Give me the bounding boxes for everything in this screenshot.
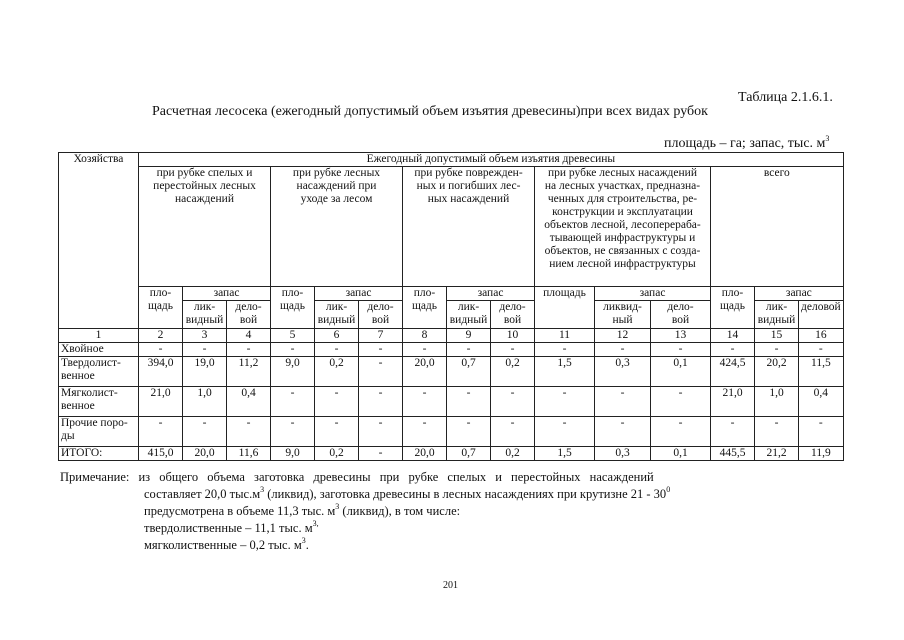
table-cell: 1,0 [755,387,799,417]
table-cell: 1,5 [535,447,595,461]
column-number: 1 [59,329,139,343]
table-cell: - [403,417,447,447]
table-row [59,343,844,357]
row-label: Мягколист- венное [59,387,139,417]
table-cell: 11,6 [227,447,271,461]
table-cell: 9,0 [271,447,315,461]
subheader-business: деловой [799,301,844,329]
table-cell: 20,0 [183,447,227,461]
table-cell: - [799,417,844,447]
table-cell: 20,0 [403,447,447,461]
note-text: (ликвид), в том числе: [339,504,461,518]
note-superscript: 3 [301,536,306,545]
table-cell: 445,5 [711,447,755,461]
table-cell: - [447,417,491,447]
table-cell: 0,2 [315,357,359,387]
table-cell: - [403,387,447,417]
subheader-business: дело- вой [359,301,403,329]
row-label: Твердолист- венное [59,357,139,387]
table-cell: 1,5 [535,357,595,387]
table-cell: - [799,343,844,357]
table-cell: 415,0 [139,447,183,461]
table-cell: - [315,343,359,357]
table-cell: 0,2 [491,357,535,387]
table-cell: - [359,357,403,387]
table-cell: 0,1 [651,447,711,461]
table-cell: - [139,417,183,447]
table-cell: 9,0 [271,357,315,387]
column-number: 7 [359,329,403,343]
note-superscript: 3 [260,485,265,494]
table-cell: - [651,387,711,417]
row-label: Хвойное [59,343,139,357]
table-cell: 11,9 [799,447,844,461]
subheader-stock: запас [183,287,271,301]
table-cell: - [183,343,227,357]
note-text: составляет 20,0 тыс.м [144,487,261,501]
subheader-area: пло- щадь [139,287,183,329]
table-cell: 0,3 [595,447,651,461]
column-number: 13 [651,329,711,343]
column-number: 10 [491,329,535,343]
column-number: 5 [271,329,315,343]
units-text: площадь – га; запас, тыс. м [664,136,826,151]
subheader-stock: запас [447,287,535,301]
column-number: 11 [535,329,595,343]
subheader-business: дело- вой [491,301,535,329]
column-number: 4 [227,329,271,343]
column-number: 8 [403,329,447,343]
table-cell: - [227,343,271,357]
table-cell: 21,0 [711,387,755,417]
subheader-liquid: лик- видный [447,301,491,329]
subheader-area: площадь [535,287,595,329]
row-label: ИТОГО: [59,447,139,461]
table-cell: 394,0 [139,357,183,387]
table-cell: - [651,417,711,447]
subheader-liquid: ликвид- ный [595,301,651,329]
subheader-liquid: лик- видный [315,301,359,329]
table-cell: - [595,343,651,357]
table-cell: 0,2 [315,447,359,461]
note-text: (ликвид), заготовка древесины в лесных насаждениях при крутизне 21 - 30 [264,487,667,501]
table-cell: 20,2 [755,357,799,387]
table-cell: 11,5 [799,357,844,387]
note-text: твердолиственные – 11,1 тыс. м [144,521,313,535]
table-cell: - [595,417,651,447]
table-cell: 0,7 [447,447,491,461]
table-row [59,417,844,447]
table-cell: - [403,343,447,357]
column-number: 6 [315,329,359,343]
group-total: всего [711,167,844,287]
table-cell: - [595,387,651,417]
column-number: 3 [183,329,227,343]
table-cell: 0,4 [227,387,271,417]
table-cell: - [535,417,595,447]
table-cell: 21,0 [139,387,183,417]
table-cell: - [315,387,359,417]
group-mature-overmature: при рубке спелых и перестойных лесных насаждений [139,167,271,287]
note-text: предусмотрена в объеме 11,3 тыс. м [144,504,336,518]
table-row [59,357,844,387]
subheader-area: пло- щадь [271,287,315,329]
group-damaged-dead: при рубке поврежден- ных и погибших лес- ных насаждений [403,167,535,287]
subheader-area: пло- щадь [403,287,447,329]
table-cell: - [651,343,711,357]
table-cell: - [447,387,491,417]
table-cell: - [227,417,271,447]
subheader-stock: запас [755,287,844,301]
table-cell: 0,4 [799,387,844,417]
table-cell: 20,0 [403,357,447,387]
table-cell: - [359,417,403,447]
table-cell: - [447,343,491,357]
header-farms: Хозяйства [59,153,139,329]
column-number-row [59,329,844,343]
note-superscript: 0 [666,485,671,494]
note-line [144,538,309,553]
table-cell: - [271,417,315,447]
note-line [144,521,319,536]
subheader-stock: запас [595,287,711,301]
table-cell: - [535,387,595,417]
table-cell: - [491,417,535,447]
table-cell: 0,1 [651,357,711,387]
subheader-area: пло- щадь [711,287,755,329]
table-body [59,343,844,461]
header-annual-volume: Ежегодный допустимый объем изъятия древесины [139,153,844,167]
column-number: 9 [447,329,491,343]
table-title: Расчетная лесосека (ежегодный допустимый объем изъятия древесины)при всех видах рубок [152,104,708,119]
note-superscript: 3, [312,519,319,528]
group-thinning: при рубке лесных насаждений при уходе за лесом [271,167,403,287]
table-cell: - [755,417,799,447]
table-cell: - [359,447,403,461]
table-cell: - [271,387,315,417]
table-cell: - [491,343,535,357]
table-cell: - [491,387,535,417]
allowable-cut-table [58,152,844,461]
row-label: Прочие поро- ды [59,417,139,447]
page-number: 201 [443,580,458,591]
table-cell: - [755,343,799,357]
table-cell: - [535,343,595,357]
table-cell: 0,2 [491,447,535,461]
table-cell: - [315,417,359,447]
column-number: 15 [755,329,799,343]
subheader-stock: запас [315,287,403,301]
table-row [59,447,844,461]
note-superscript: 3 [335,502,340,511]
table-cell: 424,5 [711,357,755,387]
subheader-business: дело- вой [651,301,711,329]
note-line [144,504,460,519]
table-cell: - [711,343,755,357]
table-cell: 19,0 [183,357,227,387]
table-cell: - [359,343,403,357]
table-cell: 21,2 [755,447,799,461]
table-cell: - [711,417,755,447]
table-row [59,387,844,417]
subheader-business: дело- вой [227,301,271,329]
table-number: Таблица 2.1.6.1. [738,90,833,105]
table-cell: - [271,343,315,357]
table-cell: - [183,417,227,447]
subheader-liquid: лик- видный [755,301,799,329]
column-number: 12 [595,329,651,343]
units-note [664,136,829,152]
note-line: Примечание: из общего объема заготовка древесины при рубке спелых и перестойных насаждений [60,470,654,484]
table-cell: 11,2 [227,357,271,387]
column-number: 16 [799,329,844,343]
table-cell: 0,3 [595,357,651,387]
units-superscript: 3 [825,134,830,143]
table-cell: 1,0 [183,387,227,417]
table-cell: 0,7 [447,357,491,387]
note-text: . [305,538,309,552]
note-text: мягколиственные – 0,2 тыс. м [144,538,302,552]
column-number: 14 [711,329,755,343]
column-number: 2 [139,329,183,343]
subheader-liquid: лик- видный [183,301,227,329]
table-cell: - [359,387,403,417]
note-line [144,487,670,502]
group-infrastructure: при рубке лесных насаждений на лесных участках, предназна- ченных для строительства, ре- конструкции и эксплуатации объектов лесной, лесоперераба- тывающей инфраструктуры и объектов, не связанных с созда- нием лесной инфраструктуры [535,167,711,287]
table-cell: - [139,343,183,357]
